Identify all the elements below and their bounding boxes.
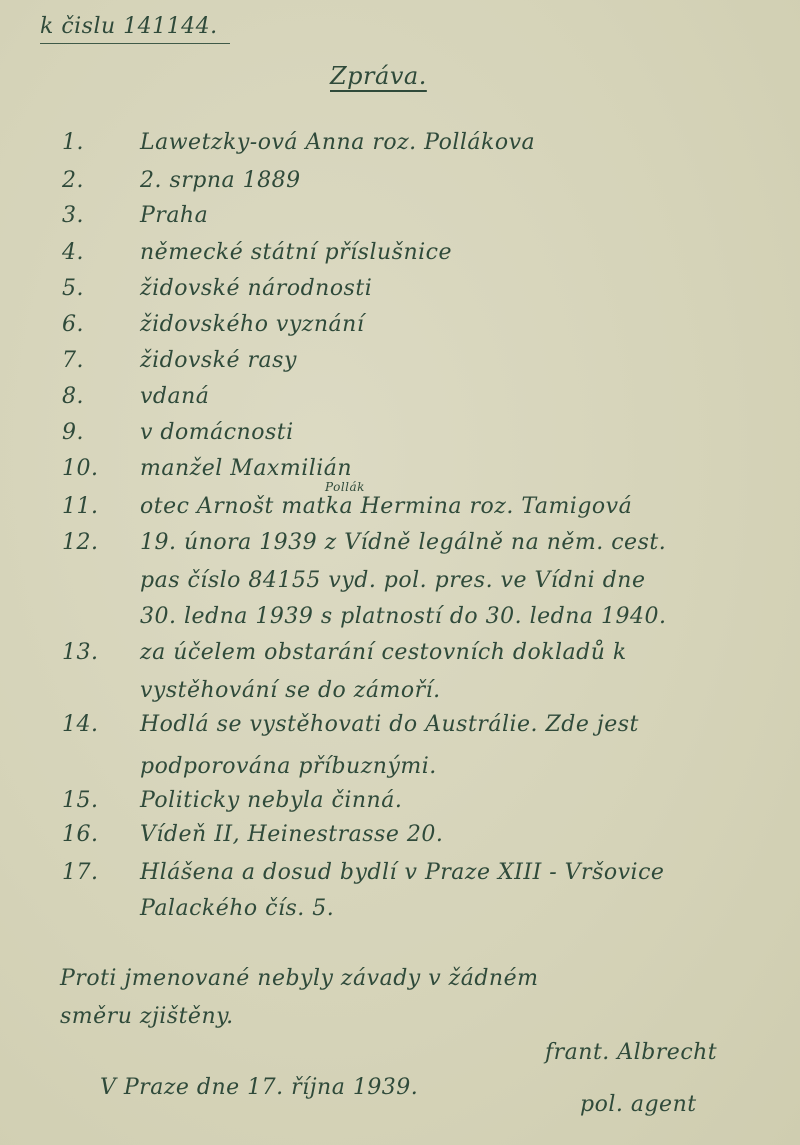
list-item	[0, 348, 800, 382]
item-text: vdaná	[140, 384, 210, 409]
item-text: otec Arnošt matka Hermina roz. Tamigová	[140, 494, 633, 519]
item-text: 19. února 1939 z Vídně legálně na něm. cest.	[140, 530, 667, 555]
item-text: židovské rasy	[140, 348, 297, 373]
item-text: židovské národnosti	[140, 276, 373, 301]
list-item	[0, 530, 800, 630]
place-date: V Praze dne 17. října 1939.	[100, 1075, 419, 1100]
item-text: manžel Maxmilián	[140, 456, 353, 481]
list-item	[0, 640, 800, 710]
item-number: 7.	[62, 348, 84, 373]
item-text: Lawetzky-ová Anna roz. Pollákova	[140, 130, 536, 155]
list-item	[0, 860, 800, 930]
list-item	[0, 276, 800, 310]
item-number: 5.	[62, 276, 84, 301]
list-item	[0, 130, 800, 164]
list-item	[0, 240, 800, 274]
signature-name: frant. Albrecht	[545, 1040, 718, 1065]
item-text: v domácnosti	[140, 420, 294, 445]
item-text: Politicky nebyla činná.	[140, 788, 403, 813]
item-text: 30. ledna 1939 s platností do 30. ledna 1940.	[140, 604, 667, 629]
item-number: 13.	[62, 640, 99, 665]
item-text: vystěhování se do zámoří.	[140, 678, 441, 703]
item-text: Palackého čís. 5.	[140, 896, 335, 921]
list-item	[0, 712, 800, 782]
item-number: 8.	[62, 384, 84, 409]
item-text: Hlášena a dosud bydlí v Praze XIII - Vršovice	[140, 860, 665, 885]
item-text: Praha	[140, 203, 209, 228]
item-number: 14.	[62, 712, 99, 737]
list-item	[0, 420, 800, 454]
interlinear-insertion: Pollák	[325, 480, 365, 494]
list-item	[0, 480, 800, 528]
item-text: židovského vyznání	[140, 312, 365, 337]
item-number: 4.	[62, 240, 84, 265]
item-text: Vídeň II, Heinestrasse 20.	[140, 822, 444, 847]
item-number: 16.	[62, 822, 99, 847]
item-number: 9.	[62, 420, 84, 445]
item-text: 2. srpna 1889	[140, 168, 301, 193]
item-text: německé státní příslušnice	[140, 240, 452, 265]
list-item	[0, 203, 800, 237]
item-number: 2.	[62, 168, 84, 193]
list-item	[0, 822, 800, 856]
signature-role: pol. agent	[580, 1092, 697, 1117]
item-number: 15.	[62, 788, 99, 813]
item-number: 11.	[62, 494, 99, 519]
closing-statement: Proti jmenované nebyly závady v žádném	[60, 966, 539, 991]
item-number: 3.	[62, 203, 84, 228]
item-text: podporována příbuznými.	[140, 754, 437, 779]
list-item	[0, 788, 800, 822]
list-item	[0, 168, 800, 202]
item-number: 17.	[62, 860, 99, 885]
item-number: 10.	[62, 456, 99, 481]
item-text: Hodlá se vystěhovati do Austrálie. Zde jest	[140, 712, 639, 737]
list-item	[0, 456, 800, 490]
closing-statement: směru zjištěny.	[60, 1004, 234, 1029]
item-text: za účelem obstarání cestovních dokladů k	[140, 640, 627, 665]
item-number: 1.	[62, 130, 84, 155]
reference-number: k čislu 141144.	[40, 14, 230, 44]
item-text: pas číslo 84155 vyd. pol. pres. ve Vídni dne	[140, 568, 646, 593]
list-item	[0, 312, 800, 346]
page-title: Zpráva.	[330, 62, 427, 90]
item-number: 6.	[62, 312, 84, 337]
list-item	[0, 384, 800, 418]
item-number: 12.	[62, 530, 99, 555]
